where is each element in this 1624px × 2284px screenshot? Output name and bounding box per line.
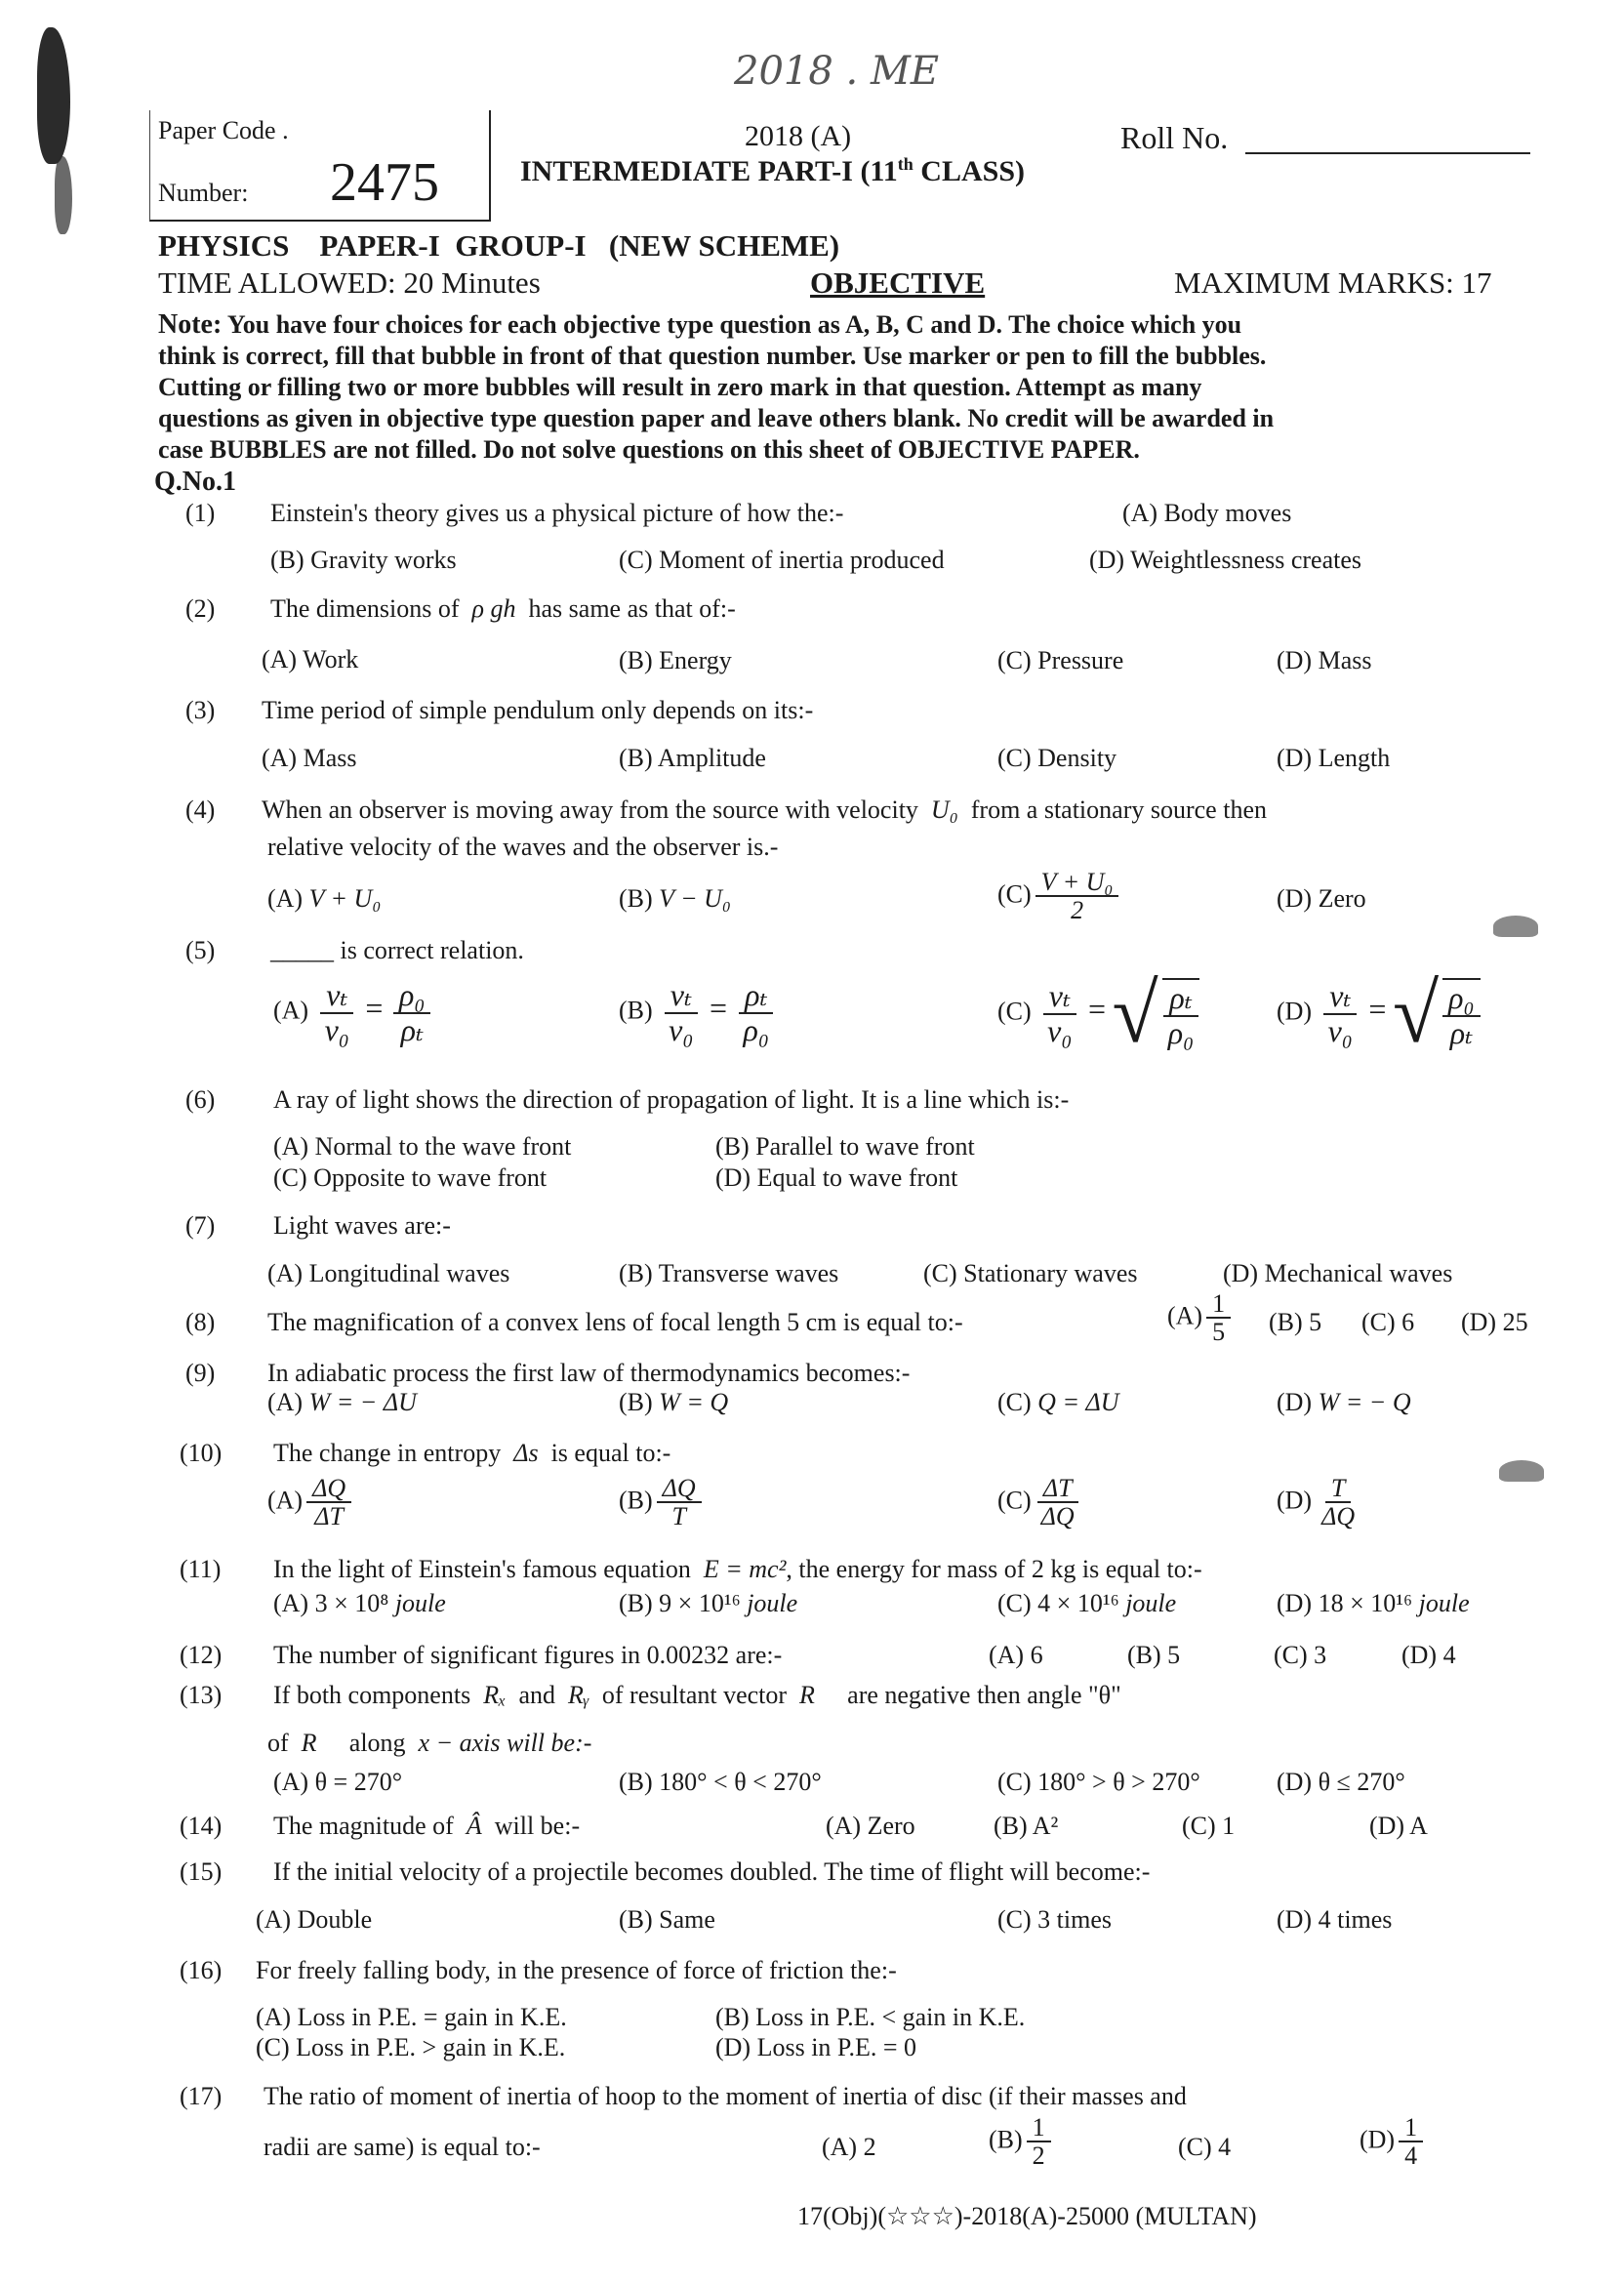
q17-number: (17) — [180, 2082, 223, 2110]
q2-option-a: (A) Work — [262, 645, 359, 673]
q3-option-b: (B) Amplitude — [619, 744, 766, 772]
note-block — [158, 309, 1274, 466]
q2-expression: ρ gh — [471, 594, 516, 623]
paper-type: OBJECTIVE — [810, 265, 986, 300]
q17-option-c: (C) 4 — [1178, 2133, 1232, 2161]
q10-expression: Δs — [513, 1439, 539, 1467]
q1-option-c: (C) Moment of inertia produced — [619, 546, 945, 574]
q13-number: (13) — [180, 1681, 223, 1709]
footer-code: 17(Obj)(☆☆☆)-2018(A)-25000 (MULTAN) — [797, 2202, 1257, 2230]
q8-option-d: (D) 25 — [1461, 1308, 1528, 1336]
note-line-2: think is correct, fill that bubble in front of that question number. Use marker or pen to fill the bubbles. — [158, 342, 1267, 370]
subject-line — [158, 228, 839, 264]
q11-text: In the light of Einstein's famous equation E = mc², the energy for mass of 2 kg is equal to:- — [273, 1555, 1202, 1583]
q7-option-a: (A) Longitudinal waves — [267, 1259, 510, 1287]
q10-number: (10) — [180, 1439, 223, 1467]
q12-number: (12) — [180, 1641, 223, 1669]
q4-option-b: (B) V − U₀ — [619, 884, 731, 913]
time-allowed: TIME ALLOWED: 20 Minutes — [158, 265, 541, 300]
q14-option-c: (C) 1 — [1182, 1812, 1236, 1840]
q1-option-a: (A) Body moves — [1122, 499, 1292, 527]
scan-smudge-left-lower — [55, 156, 72, 234]
q9-number: (9) — [185, 1359, 216, 1387]
q7-number: (7) — [185, 1211, 216, 1240]
q13-line-2: of R⃗ along x − axis will be:- — [267, 1729, 592, 1757]
q8-option-b: (B) 5 — [1269, 1308, 1322, 1336]
question-number-heading: Q.No.1 — [154, 467, 236, 497]
q15-number: (15) — [180, 1857, 223, 1886]
q4-option-a: (A) V + U₀ — [267, 884, 382, 913]
note-label: Note: — [158, 309, 223, 340]
roll-no-label: Roll No. — [1120, 120, 1229, 155]
sqrt-icon: √ — [1392, 966, 1440, 1060]
roll-no-field[interactable] — [1245, 152, 1530, 154]
q9-text: In adiabatic process the first law of thermodynamics becomes:- — [267, 1359, 911, 1387]
q5-number: (5) — [185, 936, 216, 964]
q1-option-d: (D) Weightlessness creates — [1089, 546, 1362, 574]
q16-text: For freely falling body, in the presence of force of friction the:- — [256, 1956, 897, 1984]
q10-option-b: (B) $\frac{\Delta Q}{T}$ — [619, 1475, 706, 1530]
subject: PHYSICS — [158, 228, 290, 263]
q1-text: Einstein's theory gives us a physical picture of how the:- — [270, 499, 844, 527]
scheme: (NEW SCHEME) — [608, 228, 840, 263]
paper-code-number: 2475 — [330, 152, 439, 213]
group: GROUP-I — [455, 228, 587, 263]
sqrt-icon: √ — [1112, 966, 1158, 1060]
q3-number: (3) — [185, 696, 216, 724]
q4-line-2: relative velocity of the waves and the observer is.- — [267, 833, 779, 861]
q17-line-1: The ratio of moment of inertia of hoop to the moment of inertia of disc (if their masses and — [264, 2082, 1187, 2110]
q9-option-a: (A) W = − ΔU — [267, 1388, 417, 1416]
q5-option-a: (A) $\frac{\text{vₜ}}{\text{v₀}}$ = $\frac{\text{ρ₀}}{\text{ρₜ}}$ — [273, 979, 434, 1046]
q1-number: (1) — [185, 499, 216, 527]
q5-option-b: (B) $\frac{\text{vₜ}}{\text{v₀}}$ = $\frac{\text{ρₜ}}{\text{ρ₀}}$ — [619, 979, 779, 1046]
q17-line-2: radii are same) is equal to:- — [264, 2133, 541, 2161]
scan-blob-right-top — [1493, 916, 1538, 937]
number-label: Number: — [158, 179, 249, 207]
q11-option-d: (D) 18 × 10¹⁶ joule — [1277, 1589, 1470, 1617]
q3-option-a: (A) Mass — [262, 744, 357, 772]
exam-title — [520, 154, 1025, 188]
q16-number: (16) — [180, 1956, 223, 1984]
q4-option-d: (D) Zero — [1277, 884, 1366, 913]
q14-option-a: (A) Zero — [826, 1812, 915, 1840]
q16-option-c: (C) Loss in P.E. > gain in K.E. — [256, 2033, 566, 2061]
q11-option-a: (A) 3 × 10⁸ joule — [273, 1589, 446, 1617]
q9-option-d: (D) W = − Q — [1277, 1388, 1411, 1416]
q16-option-a: (A) Loss in P.E. = gain in K.E. — [256, 2003, 567, 2031]
q13-option-d: (D) θ ≤ 270° — [1277, 1768, 1405, 1796]
q10-text: The change in entropy Δs is equal to:- — [273, 1439, 671, 1467]
q15-option-a: (A) Double — [256, 1905, 373, 1934]
q12-option-c: (C) 3 — [1274, 1641, 1327, 1669]
q6-option-d: (D) Equal to wave front — [715, 1163, 958, 1192]
q12-option-a: (A) 6 — [989, 1641, 1043, 1669]
exam-year: 2018 (A) — [745, 120, 852, 152]
q9-option-b: (B) W = Q — [619, 1388, 729, 1416]
q6-text: A ray of light shows the direction of propagation of light. It is a line which is:- — [273, 1085, 1070, 1114]
exam-title-text: INTERMEDIATE PART-I (11th CLASS) — [520, 154, 1025, 187]
q3-option-d: (D) Length — [1277, 744, 1391, 772]
q2-number: (2) — [185, 594, 216, 623]
note-line-4: questions as given in objective type question paper and leave others blank. No credit will be awarded in — [158, 404, 1275, 432]
q2-option-b: (B) Energy — [619, 646, 732, 674]
maximum-marks: MAXIMUM MARKS: 17 — [1174, 265, 1492, 300]
q4-number: (4) — [185, 795, 216, 824]
note-line-1: Note: You have four choices for each objective type question as A, B, C and D. The choice which you — [158, 309, 1242, 340]
q2-option-c: (C) Pressure — [997, 646, 1124, 674]
paper-number: PAPER-I — [319, 228, 440, 263]
q15-text: If the initial velocity of a projectile becomes doubled. The time of flight will become:- — [273, 1857, 1151, 1886]
q6-option-c: (C) Opposite to wave front — [273, 1163, 548, 1192]
q11-option-b: (B) 9 × 10¹⁶ joule — [619, 1589, 798, 1617]
q17-option-a: (A) 2 — [822, 2133, 876, 2161]
q7-option-b: (B) Transverse waves — [619, 1259, 839, 1287]
paper-code-label: Paper Code . — [158, 116, 289, 144]
q12-text: The number of significant figures in 0.00232 are:- — [273, 1641, 783, 1669]
q15-option-b: (B) Same — [619, 1905, 715, 1934]
q14-number: (14) — [180, 1812, 223, 1840]
note-line-3: Cutting or filling two or more bubbles will result in zero mark in that question. Attempt as many — [158, 373, 1202, 401]
q9-option-c: (C) Q = ΔU — [997, 1388, 1119, 1416]
q2-text: The dimensions of ρ gh has same as that of:- — [270, 594, 736, 623]
handwritten-note: 2018 . ME — [734, 49, 940, 94]
q14-option-b: (B) A² — [994, 1812, 1059, 1840]
q8-number: (8) — [185, 1308, 216, 1336]
q13-option-c: (C) 180° > θ > 270° — [997, 1768, 1200, 1796]
q10-option-d: (D) $\frac{T}{\Delta Q}$ — [1277, 1474, 1356, 1531]
q15-option-d: (D) 4 times — [1277, 1905, 1393, 1934]
q17-option-b: (B) $\frac{1}{2}$ — [989, 2114, 1055, 2170]
scan-smudge-left — [37, 27, 70, 164]
q8-text: The magnification of a convex lens of focal length 5 cm is equal to:- — [267, 1308, 963, 1336]
q8-option-a: (A) $\frac{1}{5}$ — [1167, 1290, 1235, 1346]
q11-number: (11) — [180, 1555, 222, 1583]
q16-option-d: (D) Loss in P.E. = 0 — [715, 2033, 917, 2061]
q4-option-c: (C) $\frac{\text{V + U₀}}{2}$ — [997, 869, 1122, 924]
q12-option-b: (B) 5 — [1127, 1641, 1181, 1669]
q17-option-d: (D) $\frac{1}{4}$ — [1360, 2114, 1427, 2170]
q10-option-a: (A) $\frac{\Delta Q}{\Delta T}$ — [267, 1475, 355, 1530]
q7-text: Light waves are:- — [273, 1211, 451, 1240]
q7-option-c: (C) Stationary waves — [923, 1259, 1138, 1287]
q7-option-d: (D) Mechanical waves — [1223, 1259, 1453, 1287]
q4-uo: U₀ — [930, 795, 958, 824]
q15-option-c: (C) 3 times — [997, 1905, 1112, 1934]
q2-option-d: (D) Mass — [1277, 646, 1372, 674]
q3-option-c: (C) Density — [997, 744, 1117, 772]
paper-code-box — [149, 110, 491, 222]
note-line-5: case BUBBLES are not filled. Do not solve questions on this sheet of OBJECTIVE PAPER. — [158, 435, 1140, 464]
q6-number: (6) — [185, 1085, 216, 1114]
q13-option-a: (A) θ = 270° — [273, 1768, 403, 1796]
q4-line-1: When an observer is moving away from the source with velocity U₀ from a stationary source then — [262, 795, 1267, 824]
q14-option-d: (D) A — [1369, 1812, 1428, 1840]
q10-option-c: (C) $\frac{\Delta T}{\Delta Q}$ — [997, 1475, 1084, 1530]
q6-option-a: (A) Normal to the wave front — [273, 1132, 572, 1161]
q6-option-b: (B) Parallel to wave front — [715, 1132, 975, 1161]
q3-text: Time period of simple pendulum only depends on its:- — [262, 696, 814, 724]
q5-text: _____ is correct relation. — [270, 936, 524, 964]
q5-option-d: (D) $\frac{\text{vₜ}}{\text{v₀}}$ = √ $\frac{\text{ρ₀}}{\text{ρₜ}}$ — [1277, 976, 1484, 1051]
q16-option-b: (B) Loss in P.E. < gain in K.E. — [715, 2003, 1026, 2031]
q11-expression: E = mc² — [703, 1555, 787, 1583]
q11-option-c: (C) 4 × 10¹⁶ joule — [997, 1589, 1177, 1617]
q12-option-d: (D) 4 — [1401, 1641, 1456, 1669]
q13-text: If both components Rₓ and Rᵧ of resultant vector R⃗ are negative then angle "θ" — [273, 1681, 1121, 1709]
scan-blob-right-mid — [1499, 1460, 1544, 1482]
q8-option-c: (C) 6 — [1361, 1308, 1415, 1336]
q13-option-b: (B) 180° < θ < 270° — [619, 1768, 822, 1796]
q1-option-b: (B) Gravity works — [270, 546, 457, 574]
q14-text: The magnitude of Â will be:- — [273, 1812, 581, 1840]
q5-option-c: (C) $\frac{\text{vₜ}}{\text{v₀}}$ = √ $\frac{\text{ρₜ}}{\text{ρ₀}}$ — [997, 976, 1203, 1051]
